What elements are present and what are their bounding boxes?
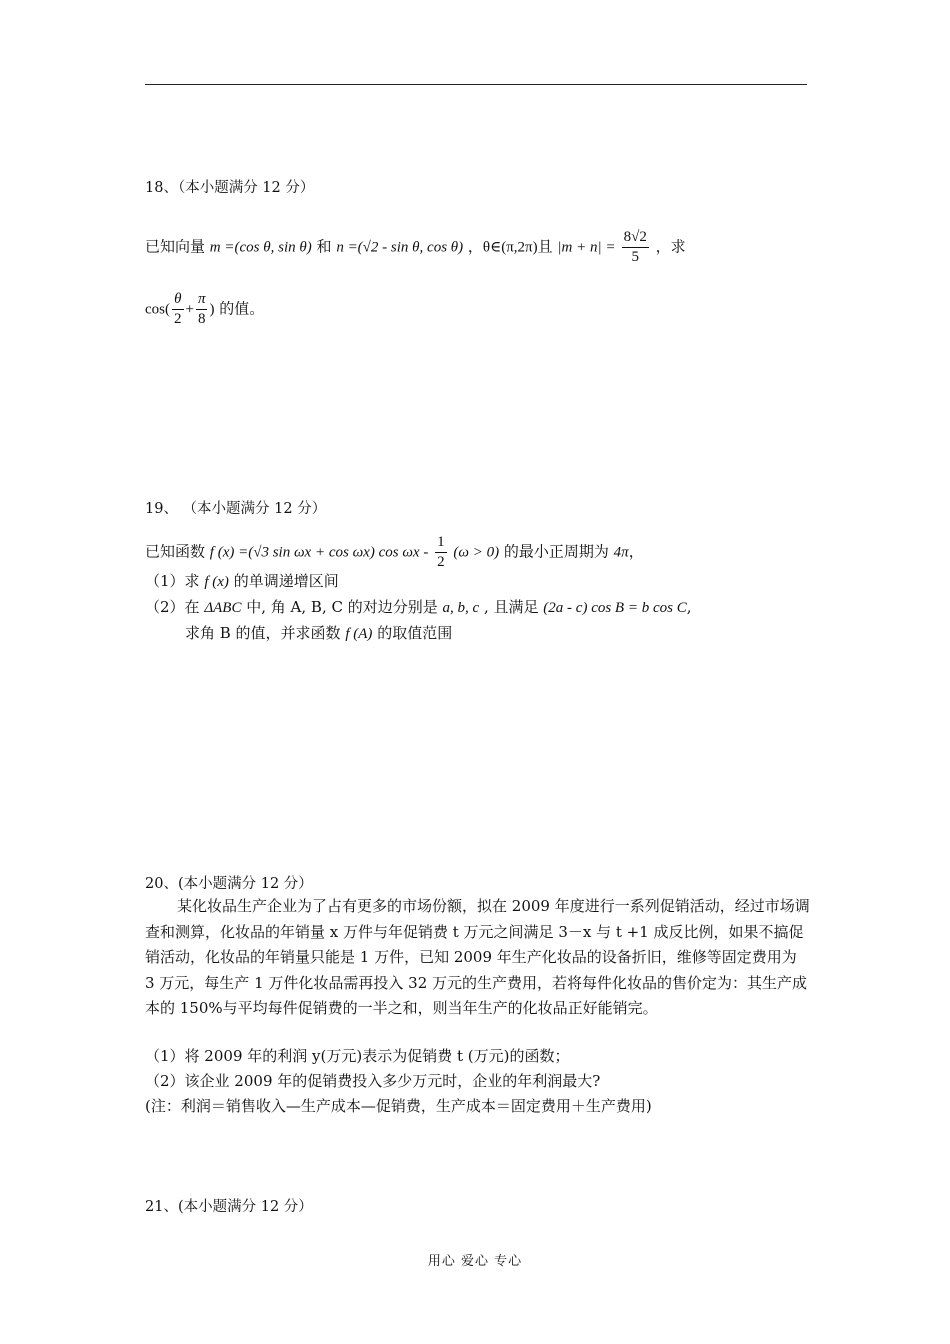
q19-p2-line2-end: 的取值范围 <box>377 624 453 642</box>
q19-part2-line2 <box>185 623 452 644</box>
q18-plus: + <box>185 301 194 318</box>
q19-half-fraction <box>435 533 447 572</box>
q19-part2 <box>145 597 692 618</box>
q19-statement <box>145 533 644 572</box>
q19-p2-label: （2）在 <box>145 598 200 616</box>
q18-abs-sum: |m + n| <box>557 239 602 256</box>
q18-condition: ，θ∈(π,2π)且 <box>467 239 553 256</box>
q19-title: 19、 （本小题满分 12 分） <box>145 501 327 517</box>
q20-part2: （2）该企业 2009 年的促销费投入多少万元时，企业的年利润最大? <box>145 1072 601 1090</box>
q18-f2-num: π <box>196 290 208 310</box>
q18-ask-line <box>145 290 264 329</box>
q19-half-den: 2 <box>437 554 445 570</box>
q18-theta-half <box>172 290 184 329</box>
q18-n-vector: n =(√2 - sin θ, cos θ) <box>336 239 464 256</box>
q18-f1-den: 2 <box>174 311 182 327</box>
q18-frac-num: 8√2 <box>622 228 649 248</box>
q19-period: 4π <box>613 544 629 561</box>
q20-paragraph: 某化妆品生产企业为了占有更多的市场份额，拟在 2009 年度进行一系列促销活动，经过市场调查和测算，化妆品的年销量 x 万件与年促销费 t 万元之间满足 3－x 与 t +1 成反比例，如果不搞促销活动，化妆品的年销量只能是 1 万件，已知 2009 年生产化妆品的设备折旧，维修等固定费用为 3 万元，每生产 1 万件化妆品需再投入 32 万元的生产费用，若将每件化妆品的售价定为：其生产成本的 150%与平均每件促销费的一半之和，则当年生产的化妆品正好能销完。 <box>145 897 810 1017</box>
q19-p2-cond: , 且满足 <box>483 598 539 616</box>
q19-function: f (x) =(√3 sin ωx + cos ωx) cos ωx - <box>209 544 429 561</box>
q19-p1-label: （1）求 <box>145 572 200 590</box>
q19-part1 <box>145 571 339 592</box>
q18-ask: 的值。 <box>219 299 265 318</box>
header-rule <box>145 84 807 85</box>
q19-p1-fx: f (x) <box>204 574 229 590</box>
q18-frac-den: 5 <box>631 249 639 265</box>
q18-value-fraction <box>622 228 649 267</box>
q18-f2-den: 8 <box>197 311 206 327</box>
q19-p2-equation: (2a - c) cos B = b cos C <box>543 600 687 616</box>
q19-comma: ， <box>628 542 644 561</box>
q19-p2-mid: 中, 角 A, B, C 的对边分别是 <box>246 598 438 616</box>
q19-p2-end: , <box>686 598 692 616</box>
q19-omega-cond: (ω > 0) <box>453 544 500 561</box>
q18-pi-eighth <box>196 290 208 329</box>
q19-rest: 的最小正周期为 <box>503 542 609 561</box>
q19-p1-rest: 的单调递增区间 <box>233 572 339 590</box>
q18-cos-prefix: cos( <box>145 301 170 318</box>
q21-title: 21、(本小题满分 12 分） <box>145 1199 313 1215</box>
q18-tail: ，求 <box>655 237 686 256</box>
q19-p2-abc: a, b, c <box>442 600 480 616</box>
q20-note: (注：利润＝销售收入—生产成本—促销费，生产成本＝固定费用＋生产费用) <box>145 1097 652 1115</box>
page-footer: 用心 爱心 专心 <box>427 1254 523 1269</box>
q18-text-b: 和 <box>316 237 332 256</box>
q19-intro: 已知函数 <box>145 542 206 561</box>
q19-p2-line2: 求角 B 的值，并求函数 <box>185 624 341 642</box>
q19-p2-fA: f (A) <box>345 626 373 642</box>
q18-equals: = <box>606 239 615 256</box>
q18-text-a: 已知向量 <box>145 237 206 256</box>
q19-p2-triangle: ΔABC <box>204 600 242 616</box>
q19-half-num: 1 <box>435 533 447 553</box>
q20-title: 20、(本小题满分 12 分） <box>145 876 313 892</box>
q18-cos-suffix: ) <box>209 301 215 318</box>
q18-m-vector: m =(cos θ, sin θ) <box>209 239 312 256</box>
q18-statement <box>145 228 686 267</box>
q18-f1-num: θ <box>172 290 184 310</box>
q18-title: 18、（本小题满分 12 分） <box>145 180 315 196</box>
q20-part1: （1）将 2009 年的利润 y(万元)表示为促销费 t (万元)的函数； <box>145 1047 570 1065</box>
